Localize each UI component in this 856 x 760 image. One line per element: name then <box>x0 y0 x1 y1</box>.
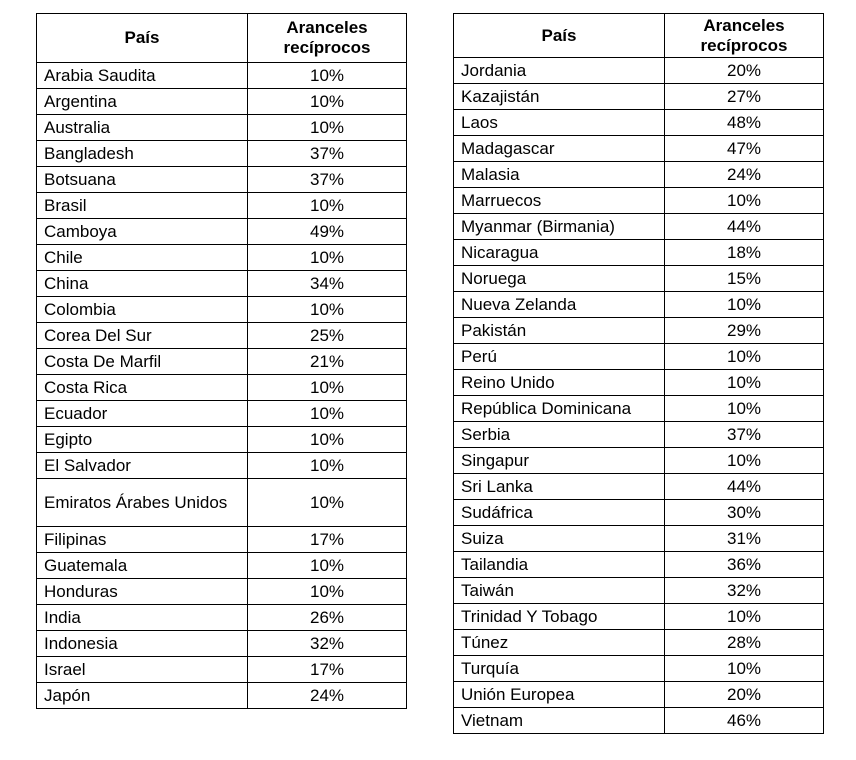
tariff-cell: 10% <box>248 115 407 141</box>
tariff-cell: 18% <box>665 240 824 266</box>
tariff-cell: 26% <box>248 605 407 631</box>
tariff-cell: 21% <box>248 349 407 375</box>
country-cell: Ecuador <box>37 401 248 427</box>
country-cell: India <box>37 605 248 631</box>
table-row <box>454 110 824 136</box>
tariff-cell: 47% <box>665 136 824 162</box>
table-row <box>454 188 824 214</box>
country-cell: Sri Lanka <box>454 474 665 500</box>
table-row <box>37 657 407 683</box>
table-header-row <box>37 14 407 63</box>
table-row <box>454 474 824 500</box>
column-header-tariff: Aranceles recíprocos <box>665 14 824 58</box>
country-cell: Suiza <box>454 526 665 552</box>
country-cell: Turquía <box>454 656 665 682</box>
tariff-cell: 10% <box>665 370 824 396</box>
column-header-tariff: Aranceles recíprocos <box>248 14 407 63</box>
table-row <box>37 527 407 553</box>
country-cell: Camboya <box>37 219 248 245</box>
table-row <box>454 682 824 708</box>
table-row <box>454 344 824 370</box>
tariff-cell: 17% <box>248 657 407 683</box>
country-cell: Serbia <box>454 422 665 448</box>
table-header-row <box>454 14 824 58</box>
table-row <box>454 136 824 162</box>
tariff-cell: 31% <box>665 526 824 552</box>
table-row <box>454 448 824 474</box>
country-cell: Indonesia <box>37 631 248 657</box>
tariff-cell: 10% <box>665 188 824 214</box>
country-cell: Pakistán <box>454 318 665 344</box>
tariff-cell: 10% <box>248 245 407 271</box>
table-row <box>37 167 407 193</box>
table-row <box>37 427 407 453</box>
tariff-cell: 46% <box>665 708 824 734</box>
tariff-cell: 25% <box>248 323 407 349</box>
tariff-cell: 28% <box>665 630 824 656</box>
tariff-cell: 27% <box>665 84 824 110</box>
country-cell: Vietnam <box>454 708 665 734</box>
table-row <box>454 396 824 422</box>
country-cell: Myanmar (Birmania) <box>454 214 665 240</box>
tariff-cell: 10% <box>248 427 407 453</box>
table-row <box>37 115 407 141</box>
tariff-cell: 10% <box>248 89 407 115</box>
tariff-cell: 10% <box>248 375 407 401</box>
table-row <box>37 271 407 297</box>
country-cell: Costa Rica <box>37 375 248 401</box>
table-row <box>37 89 407 115</box>
table-row <box>454 656 824 682</box>
country-cell: Colombia <box>37 297 248 323</box>
country-cell: Australia <box>37 115 248 141</box>
country-cell: Jordania <box>454 58 665 84</box>
table-row <box>37 631 407 657</box>
tariff-cell: 10% <box>665 604 824 630</box>
country-cell: Trinidad Y Tobago <box>454 604 665 630</box>
tariff-cell: 10% <box>248 193 407 219</box>
tariff-cell: 10% <box>248 453 407 479</box>
table-row <box>454 84 824 110</box>
country-cell: Chile <box>37 245 248 271</box>
tariff-cell: 30% <box>665 500 824 526</box>
table-row <box>37 553 407 579</box>
country-cell: Filipinas <box>37 527 248 553</box>
tariff-cell: 32% <box>248 631 407 657</box>
tariff-table-right <box>453 13 824 734</box>
country-cell: Singapur <box>454 448 665 474</box>
table-row <box>454 708 824 734</box>
country-cell: Unión Europea <box>454 682 665 708</box>
country-cell: Japón <box>37 683 248 709</box>
country-cell: Corea Del Sur <box>37 323 248 349</box>
country-cell: Madagascar <box>454 136 665 162</box>
country-cell: Marruecos <box>454 188 665 214</box>
table-row <box>454 266 824 292</box>
tariff-cell: 10% <box>248 297 407 323</box>
table-row <box>37 401 407 427</box>
country-cell: China <box>37 271 248 297</box>
table-row <box>37 63 407 89</box>
tariff-cell: 10% <box>665 448 824 474</box>
tariff-cell: 10% <box>665 344 824 370</box>
table-row <box>37 605 407 631</box>
country-cell: Argentina <box>37 89 248 115</box>
table-row <box>454 292 824 318</box>
country-cell: Túnez <box>454 630 665 656</box>
country-cell: Sudáfrica <box>454 500 665 526</box>
tariff-cell: 17% <box>248 527 407 553</box>
country-cell: Noruega <box>454 266 665 292</box>
table-row <box>37 479 407 527</box>
column-header-country: País <box>37 14 248 63</box>
country-cell: Israel <box>37 657 248 683</box>
table-row <box>454 318 824 344</box>
table-row <box>37 579 407 605</box>
table-row <box>454 422 824 448</box>
country-cell: Malasia <box>454 162 665 188</box>
table-row <box>454 526 824 552</box>
country-cell: Bangladesh <box>37 141 248 167</box>
tariff-cell: 24% <box>665 162 824 188</box>
table-row <box>37 193 407 219</box>
table-row <box>454 552 824 578</box>
country-cell: Perú <box>454 344 665 370</box>
tariff-cell: 10% <box>248 553 407 579</box>
tariff-cell: 10% <box>248 479 407 527</box>
country-cell: Taiwán <box>454 578 665 604</box>
tariff-cell: 10% <box>665 656 824 682</box>
tariff-cell: 44% <box>665 214 824 240</box>
tariff-cell: 10% <box>665 396 824 422</box>
table-row <box>454 240 824 266</box>
tariff-cell: 36% <box>665 552 824 578</box>
table-row <box>454 214 824 240</box>
tariff-cell: 10% <box>248 63 407 89</box>
table-row <box>454 604 824 630</box>
tariff-cell: 24% <box>248 683 407 709</box>
country-cell: Emiratos Árabes Unidos <box>37 479 248 527</box>
table-row <box>37 453 407 479</box>
tariff-cell: 20% <box>665 682 824 708</box>
country-cell: Kazajistán <box>454 84 665 110</box>
country-cell: Laos <box>454 110 665 136</box>
country-cell: Brasil <box>37 193 248 219</box>
column-header-country: País <box>454 14 665 58</box>
country-cell: Nicaragua <box>454 240 665 266</box>
tariff-cell: 10% <box>248 579 407 605</box>
table-row <box>37 297 407 323</box>
table-row <box>454 370 824 396</box>
tariff-cell: 32% <box>665 578 824 604</box>
tariff-cell: 20% <box>665 58 824 84</box>
tariff-cell: 34% <box>248 271 407 297</box>
country-cell: Arabia Saudita <box>37 63 248 89</box>
tariff-cell: 37% <box>248 141 407 167</box>
table-row <box>37 245 407 271</box>
country-cell: Nueva Zelanda <box>454 292 665 318</box>
country-cell: El Salvador <box>37 453 248 479</box>
country-cell: Guatemala <box>37 553 248 579</box>
table-row <box>454 500 824 526</box>
table-row <box>37 219 407 245</box>
country-cell: Botsuana <box>37 167 248 193</box>
tariff-cell: 37% <box>665 422 824 448</box>
country-cell: Honduras <box>37 579 248 605</box>
table-row <box>454 162 824 188</box>
table-row <box>37 375 407 401</box>
tariff-cell: 49% <box>248 219 407 245</box>
tariff-cell: 15% <box>665 266 824 292</box>
table-row <box>454 630 824 656</box>
tariff-cell: 29% <box>665 318 824 344</box>
table-row <box>37 349 407 375</box>
tariff-cell: 37% <box>248 167 407 193</box>
table-row <box>37 323 407 349</box>
country-cell: República Dominicana <box>454 396 665 422</box>
table-row <box>37 141 407 167</box>
tariff-table-left <box>36 13 407 709</box>
country-cell: Egipto <box>37 427 248 453</box>
tariff-cell: 44% <box>665 474 824 500</box>
tariff-cell: 10% <box>248 401 407 427</box>
table-row <box>454 578 824 604</box>
table-row <box>454 58 824 84</box>
tariff-cell: 48% <box>665 110 824 136</box>
table-row <box>37 683 407 709</box>
country-cell: Costa De Marfil <box>37 349 248 375</box>
country-cell: Tailandia <box>454 552 665 578</box>
country-cell: Reino Unido <box>454 370 665 396</box>
tariff-cell: 10% <box>665 292 824 318</box>
